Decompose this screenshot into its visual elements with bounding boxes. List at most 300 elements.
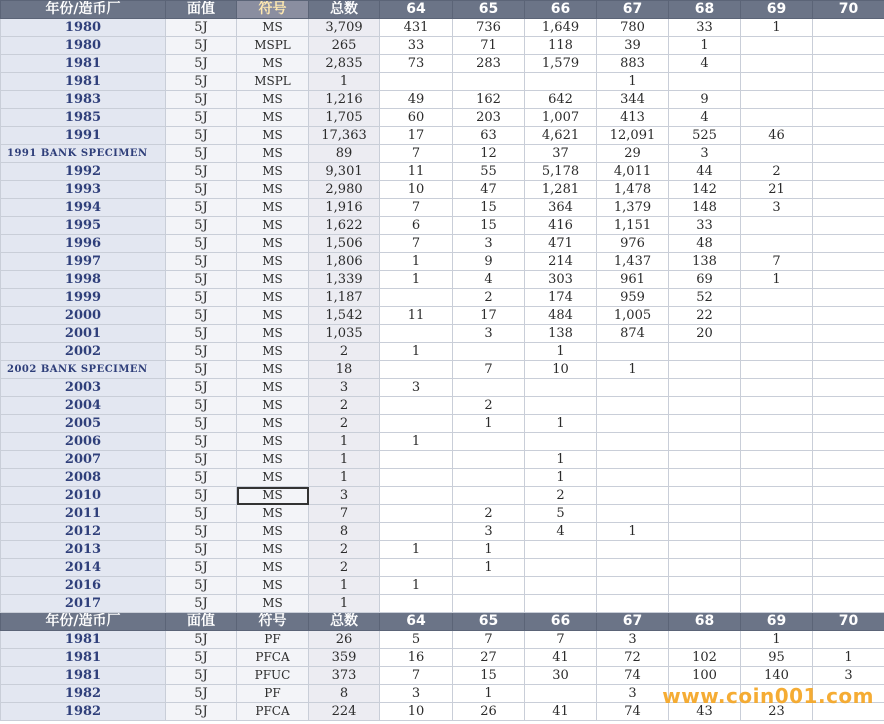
cell-year[interactable]: 1991 BANK SPECIMEN <box>1 145 166 163</box>
cell-den[interactable]: 5J <box>166 217 237 235</box>
cell-g64[interactable] <box>380 469 453 487</box>
cell-g64[interactable]: 1 <box>380 271 453 289</box>
cell-g67[interactable] <box>597 343 669 361</box>
cell-g68[interactable]: 142 <box>669 181 741 199</box>
cell-year[interactable]: 1985 <box>1 109 166 127</box>
cell-g70[interactable] <box>813 55 884 73</box>
cell-den[interactable]: 5J <box>166 109 237 127</box>
cell-total[interactable]: 3,709 <box>309 19 380 37</box>
cell-total[interactable]: 1,542 <box>309 307 380 325</box>
cell-den[interactable]: 5J <box>166 343 237 361</box>
cell-g66[interactable] <box>525 397 597 415</box>
cell-grade[interactable]: MS <box>237 415 309 433</box>
cell-g66[interactable] <box>525 685 597 703</box>
cell-g64[interactable]: 3 <box>380 685 453 703</box>
cell-den[interactable]: 5J <box>166 649 237 667</box>
cell-g69[interactable]: 1 <box>741 631 813 649</box>
cell-g69[interactable] <box>741 73 813 91</box>
cell-g64[interactable] <box>380 505 453 523</box>
cell-den[interactable]: 5J <box>166 361 237 379</box>
cell-year[interactable]: 2012 <box>1 523 166 541</box>
col-header-grade[interactable]: 符号 <box>237 1 309 19</box>
cell-g70[interactable] <box>813 505 884 523</box>
cell-g69[interactable] <box>741 217 813 235</box>
cell-g65[interactable] <box>453 469 525 487</box>
cell-g66[interactable]: 416 <box>525 217 597 235</box>
cell-total[interactable]: 1,705 <box>309 109 380 127</box>
cell-g65[interactable] <box>453 487 525 505</box>
cell-g64[interactable] <box>380 289 453 307</box>
cell-g67[interactable] <box>597 505 669 523</box>
col-header-66-2[interactable]: 66 <box>525 613 597 631</box>
cell-g67[interactable]: 1 <box>597 73 669 91</box>
cell-grade[interactable]: MS <box>237 91 309 109</box>
cell-g66[interactable]: 1 <box>525 451 597 469</box>
cell-g68[interactable] <box>669 379 741 397</box>
cell-g69[interactable]: 1 <box>741 19 813 37</box>
cell-g67[interactable]: 1,379 <box>597 199 669 217</box>
cell-g69[interactable]: 1 <box>741 271 813 289</box>
cell-g65[interactable]: 7 <box>453 361 525 379</box>
cell-g64[interactable] <box>380 523 453 541</box>
cell-year[interactable]: 1991 <box>1 127 166 145</box>
cell-g66[interactable] <box>525 433 597 451</box>
cell-g66[interactable]: 364 <box>525 199 597 217</box>
cell-den[interactable]: 5J <box>166 523 237 541</box>
cell-g67[interactable] <box>597 415 669 433</box>
cell-g66[interactable]: 484 <box>525 307 597 325</box>
cell-g67[interactable]: 3 <box>597 631 669 649</box>
cell-g64[interactable]: 73 <box>380 55 453 73</box>
col-header-70[interactable]: 70 <box>813 1 884 19</box>
cell-total[interactable]: 2 <box>309 559 380 577</box>
cell-total[interactable]: 1 <box>309 577 380 595</box>
cell-g69[interactable] <box>741 307 813 325</box>
cell-g64[interactable]: 1 <box>380 253 453 271</box>
col-header-66[interactable]: 66 <box>525 1 597 19</box>
cell-den[interactable]: 5J <box>166 235 237 253</box>
cell-g68[interactable]: 100 <box>669 667 741 685</box>
cell-g65[interactable]: 3 <box>453 523 525 541</box>
cell-total[interactable]: 3 <box>309 379 380 397</box>
cell-g66[interactable]: 1 <box>525 469 597 487</box>
cell-g64[interactable]: 5 <box>380 631 453 649</box>
cell-den[interactable]: 5J <box>166 469 237 487</box>
cell-g69[interactable] <box>741 451 813 469</box>
cell-g69[interactable] <box>741 145 813 163</box>
cell-g69[interactable]: 3 <box>741 199 813 217</box>
cell-grade[interactable]: MS <box>237 523 309 541</box>
col-header-denomination-2[interactable]: 面值 <box>166 613 237 631</box>
cell-den[interactable]: 5J <box>166 397 237 415</box>
cell-grade[interactable]: MS <box>237 217 309 235</box>
cell-g68[interactable] <box>669 559 741 577</box>
cell-g64[interactable]: 1 <box>380 541 453 559</box>
cell-grade[interactable]: PFUC <box>237 667 309 685</box>
cell-g70[interactable] <box>813 469 884 487</box>
cell-g68[interactable]: 525 <box>669 127 741 145</box>
cell-g70[interactable] <box>813 289 884 307</box>
col-header-65-2[interactable]: 65 <box>453 613 525 631</box>
cell-den[interactable]: 5J <box>166 145 237 163</box>
cell-den[interactable]: 5J <box>166 379 237 397</box>
cell-year[interactable]: 1983 <box>1 91 166 109</box>
cell-g68[interactable]: 33 <box>669 217 741 235</box>
cell-den[interactable]: 5J <box>166 127 237 145</box>
cell-g68[interactable] <box>669 541 741 559</box>
cell-g69[interactable]: 2 <box>741 163 813 181</box>
cell-total[interactable]: 7 <box>309 505 380 523</box>
cell-total[interactable]: 89 <box>309 145 380 163</box>
cell-g65[interactable]: 1 <box>453 685 525 703</box>
cell-g70[interactable] <box>813 361 884 379</box>
cell-g70[interactable] <box>813 19 884 37</box>
cell-total[interactable]: 1,622 <box>309 217 380 235</box>
cell-g67[interactable]: 74 <box>597 703 669 721</box>
cell-g68[interactable]: 52 <box>669 289 741 307</box>
cell-total[interactable]: 1 <box>309 451 380 469</box>
cell-year[interactable]: 1992 <box>1 163 166 181</box>
cell-year[interactable]: 1981 <box>1 73 166 91</box>
cell-grade[interactable]: MS <box>237 577 309 595</box>
cell-g67[interactable] <box>597 487 669 505</box>
cell-total[interactable]: 2 <box>309 415 380 433</box>
cell-year[interactable]: 2008 <box>1 469 166 487</box>
cell-year[interactable]: 2002 <box>1 343 166 361</box>
cell-total[interactable]: 1 <box>309 73 380 91</box>
cell-g66[interactable]: 1 <box>525 415 597 433</box>
cell-grade[interactable]: MS <box>237 397 309 415</box>
cell-total[interactable]: 1 <box>309 595 380 613</box>
cell-g68[interactable]: 43 <box>669 703 741 721</box>
cell-total[interactable]: 2 <box>309 397 380 415</box>
cell-g65[interactable]: 1 <box>453 415 525 433</box>
cell-g65[interactable]: 2 <box>453 397 525 415</box>
cell-g64[interactable]: 11 <box>380 307 453 325</box>
cell-g64[interactable] <box>380 487 453 505</box>
cell-g66[interactable]: 5 <box>525 505 597 523</box>
cell-g69[interactable] <box>741 433 813 451</box>
cell-total[interactable]: 1,187 <box>309 289 380 307</box>
cell-g69[interactable]: 95 <box>741 649 813 667</box>
cell-year[interactable]: 2005 <box>1 415 166 433</box>
cell-g64[interactable]: 1 <box>380 433 453 451</box>
cell-year[interactable]: 2017 <box>1 595 166 613</box>
cell-g70[interactable] <box>813 91 884 109</box>
col-header-68-2[interactable]: 68 <box>669 613 741 631</box>
cell-g70[interactable] <box>813 109 884 127</box>
cell-g68[interactable]: 69 <box>669 271 741 289</box>
cell-g65[interactable] <box>453 379 525 397</box>
cell-den[interactable]: 5J <box>166 451 237 469</box>
cell-den[interactable]: 5J <box>166 55 237 73</box>
cell-year[interactable]: 1995 <box>1 217 166 235</box>
cell-g65[interactable] <box>453 433 525 451</box>
cell-den[interactable]: 5J <box>166 91 237 109</box>
cell-g65[interactable]: 4 <box>453 271 525 289</box>
cell-g67[interactable]: 39 <box>597 37 669 55</box>
cell-g70[interactable] <box>813 343 884 361</box>
cell-g65[interactable]: 47 <box>453 181 525 199</box>
cell-total[interactable]: 1,806 <box>309 253 380 271</box>
cell-total[interactable]: 18 <box>309 361 380 379</box>
cell-grade[interactable]: MS <box>237 271 309 289</box>
cell-total[interactable]: 265 <box>309 37 380 55</box>
cell-g65[interactable]: 17 <box>453 307 525 325</box>
cell-g67[interactable]: 3 <box>597 685 669 703</box>
cell-g66[interactable]: 303 <box>525 271 597 289</box>
cell-g67[interactable]: 874 <box>597 325 669 343</box>
col-header-69-2[interactable]: 69 <box>741 613 813 631</box>
cell-g69[interactable] <box>741 595 813 613</box>
cell-grade[interactable]: PF <box>237 631 309 649</box>
cell-grade[interactable]: PFCA <box>237 649 309 667</box>
cell-g69[interactable] <box>741 505 813 523</box>
col-header-64[interactable]: 64 <box>380 1 453 19</box>
cell-den[interactable]: 5J <box>166 631 237 649</box>
cell-g65[interactable]: 1 <box>453 559 525 577</box>
cell-g67[interactable]: 4,011 <box>597 163 669 181</box>
cell-g68[interactable]: 1 <box>669 37 741 55</box>
cell-g70[interactable] <box>813 217 884 235</box>
cell-g70[interactable] <box>813 271 884 289</box>
cell-grade[interactable]: MS <box>237 19 309 37</box>
cell-g69[interactable] <box>741 37 813 55</box>
cell-total[interactable]: 1,035 <box>309 325 380 343</box>
cell-g64[interactable]: 7 <box>380 199 453 217</box>
cell-g66[interactable]: 118 <box>525 37 597 55</box>
cell-year[interactable]: 1981 <box>1 649 166 667</box>
cell-g66[interactable]: 642 <box>525 91 597 109</box>
cell-g69[interactable] <box>741 487 813 505</box>
cell-year[interactable]: 1998 <box>1 271 166 289</box>
cell-g68[interactable] <box>669 397 741 415</box>
cell-total[interactable]: 2 <box>309 343 380 361</box>
cell-g65[interactable]: 15 <box>453 217 525 235</box>
cell-total[interactable]: 2 <box>309 541 380 559</box>
col-header-total[interactable]: 总数 <box>309 1 380 19</box>
cell-g65[interactable]: 26 <box>453 703 525 721</box>
cell-g69[interactable] <box>741 109 813 127</box>
cell-year[interactable]: 1994 <box>1 199 166 217</box>
cell-total[interactable]: 26 <box>309 631 380 649</box>
cell-year[interactable]: 2004 <box>1 397 166 415</box>
cell-g69[interactable] <box>741 343 813 361</box>
cell-g70[interactable] <box>813 199 884 217</box>
cell-total[interactable]: 1,506 <box>309 235 380 253</box>
cell-g66[interactable]: 4,621 <box>525 127 597 145</box>
cell-g68[interactable] <box>669 73 741 91</box>
cell-g70[interactable] <box>813 307 884 325</box>
cell-g67[interactable]: 29 <box>597 145 669 163</box>
cell-g67[interactable]: 1 <box>597 523 669 541</box>
cell-g66[interactable]: 2 <box>525 487 597 505</box>
cell-g68[interactable] <box>669 523 741 541</box>
cell-g70[interactable] <box>813 523 884 541</box>
cell-den[interactable]: 5J <box>166 595 237 613</box>
col-header-69[interactable]: 69 <box>741 1 813 19</box>
cell-den[interactable]: 5J <box>166 487 237 505</box>
cell-den[interactable]: 5J <box>166 685 237 703</box>
cell-g65[interactable]: 3 <box>453 325 525 343</box>
cell-g67[interactable] <box>597 541 669 559</box>
cell-den[interactable]: 5J <box>166 19 237 37</box>
cell-grade[interactable]: MSPL <box>237 37 309 55</box>
cell-g69[interactable] <box>741 289 813 307</box>
cell-den[interactable]: 5J <box>166 199 237 217</box>
cell-g68[interactable]: 33 <box>669 19 741 37</box>
cell-grade[interactable]: MS <box>237 343 309 361</box>
cell-g64[interactable] <box>380 559 453 577</box>
cell-g65[interactable]: 15 <box>453 667 525 685</box>
cell-g69[interactable] <box>741 541 813 559</box>
cell-total[interactable]: 9,301 <box>309 163 380 181</box>
cell-year[interactable]: 2003 <box>1 379 166 397</box>
cell-g64[interactable] <box>380 451 453 469</box>
cell-g66[interactable]: 10 <box>525 361 597 379</box>
cell-g65[interactable] <box>453 577 525 595</box>
cell-g68[interactable] <box>669 451 741 469</box>
cell-g66[interactable]: 1,579 <box>525 55 597 73</box>
cell-grade[interactable]: MS <box>237 199 309 217</box>
cell-g64[interactable] <box>380 325 453 343</box>
cell-g67[interactable] <box>597 397 669 415</box>
cell-g70[interactable] <box>813 541 884 559</box>
cell-den[interactable]: 5J <box>166 307 237 325</box>
cell-year[interactable]: 1982 <box>1 685 166 703</box>
cell-year[interactable]: 2013 <box>1 541 166 559</box>
cell-g64[interactable]: 11 <box>380 163 453 181</box>
cell-g70[interactable] <box>813 37 884 55</box>
cell-g68[interactable]: 102 <box>669 649 741 667</box>
cell-g64[interactable]: 3 <box>380 379 453 397</box>
cell-g69[interactable]: 140 <box>741 667 813 685</box>
col-header-64-2[interactable]: 64 <box>380 613 453 631</box>
cell-g65[interactable]: 9 <box>453 253 525 271</box>
cell-total[interactable]: 1,916 <box>309 199 380 217</box>
cell-g69[interactable] <box>741 559 813 577</box>
cell-g67[interactable] <box>597 559 669 577</box>
cell-g68[interactable] <box>669 433 741 451</box>
cell-grade[interactable]: MS <box>237 289 309 307</box>
cell-g64[interactable]: 431 <box>380 19 453 37</box>
cell-g66[interactable]: 5,178 <box>525 163 597 181</box>
cell-g68[interactable]: 22 <box>669 307 741 325</box>
cell-g65[interactable]: 2 <box>453 289 525 307</box>
cell-year[interactable]: 2001 <box>1 325 166 343</box>
cell-g65[interactable]: 162 <box>453 91 525 109</box>
cell-year[interactable]: 1981 <box>1 55 166 73</box>
cell-den[interactable]: 5J <box>166 415 237 433</box>
cell-year[interactable]: 2014 <box>1 559 166 577</box>
cell-grade[interactable]: MS <box>237 451 309 469</box>
cell-g66[interactable]: 41 <box>525 703 597 721</box>
cell-year[interactable]: 2007 <box>1 451 166 469</box>
cell-g64[interactable]: 1 <box>380 343 453 361</box>
cell-g67[interactable]: 961 <box>597 271 669 289</box>
cell-g70[interactable] <box>813 397 884 415</box>
cell-g68[interactable]: 138 <box>669 253 741 271</box>
cell-den[interactable]: 5J <box>166 181 237 199</box>
cell-g67[interactable]: 1,478 <box>597 181 669 199</box>
cell-grade[interactable]: MS <box>237 361 309 379</box>
cell-grade[interactable]: MS <box>237 109 309 127</box>
cell-g66[interactable]: 174 <box>525 289 597 307</box>
cell-g67[interactable]: 959 <box>597 289 669 307</box>
cell-total[interactable]: 2,980 <box>309 181 380 199</box>
cell-grade[interactable]: MS <box>237 541 309 559</box>
cell-g65[interactable]: 71 <box>453 37 525 55</box>
cell-total[interactable]: 8 <box>309 523 380 541</box>
cell-g66[interactable]: 1,281 <box>525 181 597 199</box>
cell-g68[interactable] <box>669 469 741 487</box>
cell-g69[interactable]: 21 <box>741 181 813 199</box>
cell-g66[interactable] <box>525 379 597 397</box>
cell-g70[interactable]: 1 <box>813 649 884 667</box>
cell-g64[interactable]: 10 <box>380 703 453 721</box>
cell-g65[interactable] <box>453 451 525 469</box>
cell-g68[interactable]: 9 <box>669 91 741 109</box>
cell-year[interactable]: 1980 <box>1 19 166 37</box>
cell-g68[interactable]: 4 <box>669 55 741 73</box>
cell-g66[interactable] <box>525 541 597 559</box>
cell-g70[interactable] <box>813 145 884 163</box>
cell-total[interactable]: 8 <box>309 685 380 703</box>
cell-g64[interactable]: 7 <box>380 235 453 253</box>
cell-g66[interactable] <box>525 73 597 91</box>
cell-g64[interactable] <box>380 595 453 613</box>
cell-g70[interactable] <box>813 181 884 199</box>
cell-g69[interactable] <box>741 469 813 487</box>
cell-g68[interactable] <box>669 631 741 649</box>
cell-grade[interactable]: PF <box>237 685 309 703</box>
cell-year[interactable]: 2000 <box>1 307 166 325</box>
cell-g66[interactable]: 30 <box>525 667 597 685</box>
cell-grade[interactable]: MS <box>237 307 309 325</box>
cell-g67[interactable]: 883 <box>597 55 669 73</box>
cell-year[interactable]: 1996 <box>1 235 166 253</box>
col-header-67[interactable]: 67 <box>597 1 669 19</box>
cell-total[interactable]: 17,363 <box>309 127 380 145</box>
cell-g65[interactable]: 63 <box>453 127 525 145</box>
cell-den[interactable]: 5J <box>166 325 237 343</box>
cell-g66[interactable]: 37 <box>525 145 597 163</box>
cell-g66[interactable] <box>525 595 597 613</box>
cell-g66[interactable]: 138 <box>525 325 597 343</box>
cell-g68[interactable]: 3 <box>669 145 741 163</box>
cell-g66[interactable]: 41 <box>525 649 597 667</box>
cell-g64[interactable]: 33 <box>380 37 453 55</box>
cell-grade[interactable]: MS <box>237 433 309 451</box>
cell-g70[interactable] <box>813 595 884 613</box>
cell-den[interactable]: 5J <box>166 541 237 559</box>
cell-g66[interactable]: 1,649 <box>525 19 597 37</box>
cell-den[interactable]: 5J <box>166 559 237 577</box>
cell-g65[interactable]: 203 <box>453 109 525 127</box>
col-header-denomination[interactable]: 面值 <box>166 1 237 19</box>
cell-g70[interactable] <box>813 577 884 595</box>
cell-grade[interactable]: MS <box>237 379 309 397</box>
cell-g64[interactable]: 49 <box>380 91 453 109</box>
cell-g70[interactable] <box>813 235 884 253</box>
cell-g68[interactable]: 20 <box>669 325 741 343</box>
cell-g66[interactable]: 471 <box>525 235 597 253</box>
cell-year[interactable]: 1980 <box>1 37 166 55</box>
cell-g65[interactable]: 736 <box>453 19 525 37</box>
cell-g69[interactable] <box>741 325 813 343</box>
cell-grade[interactable]: MS <box>237 55 309 73</box>
cell-g64[interactable]: 7 <box>380 667 453 685</box>
